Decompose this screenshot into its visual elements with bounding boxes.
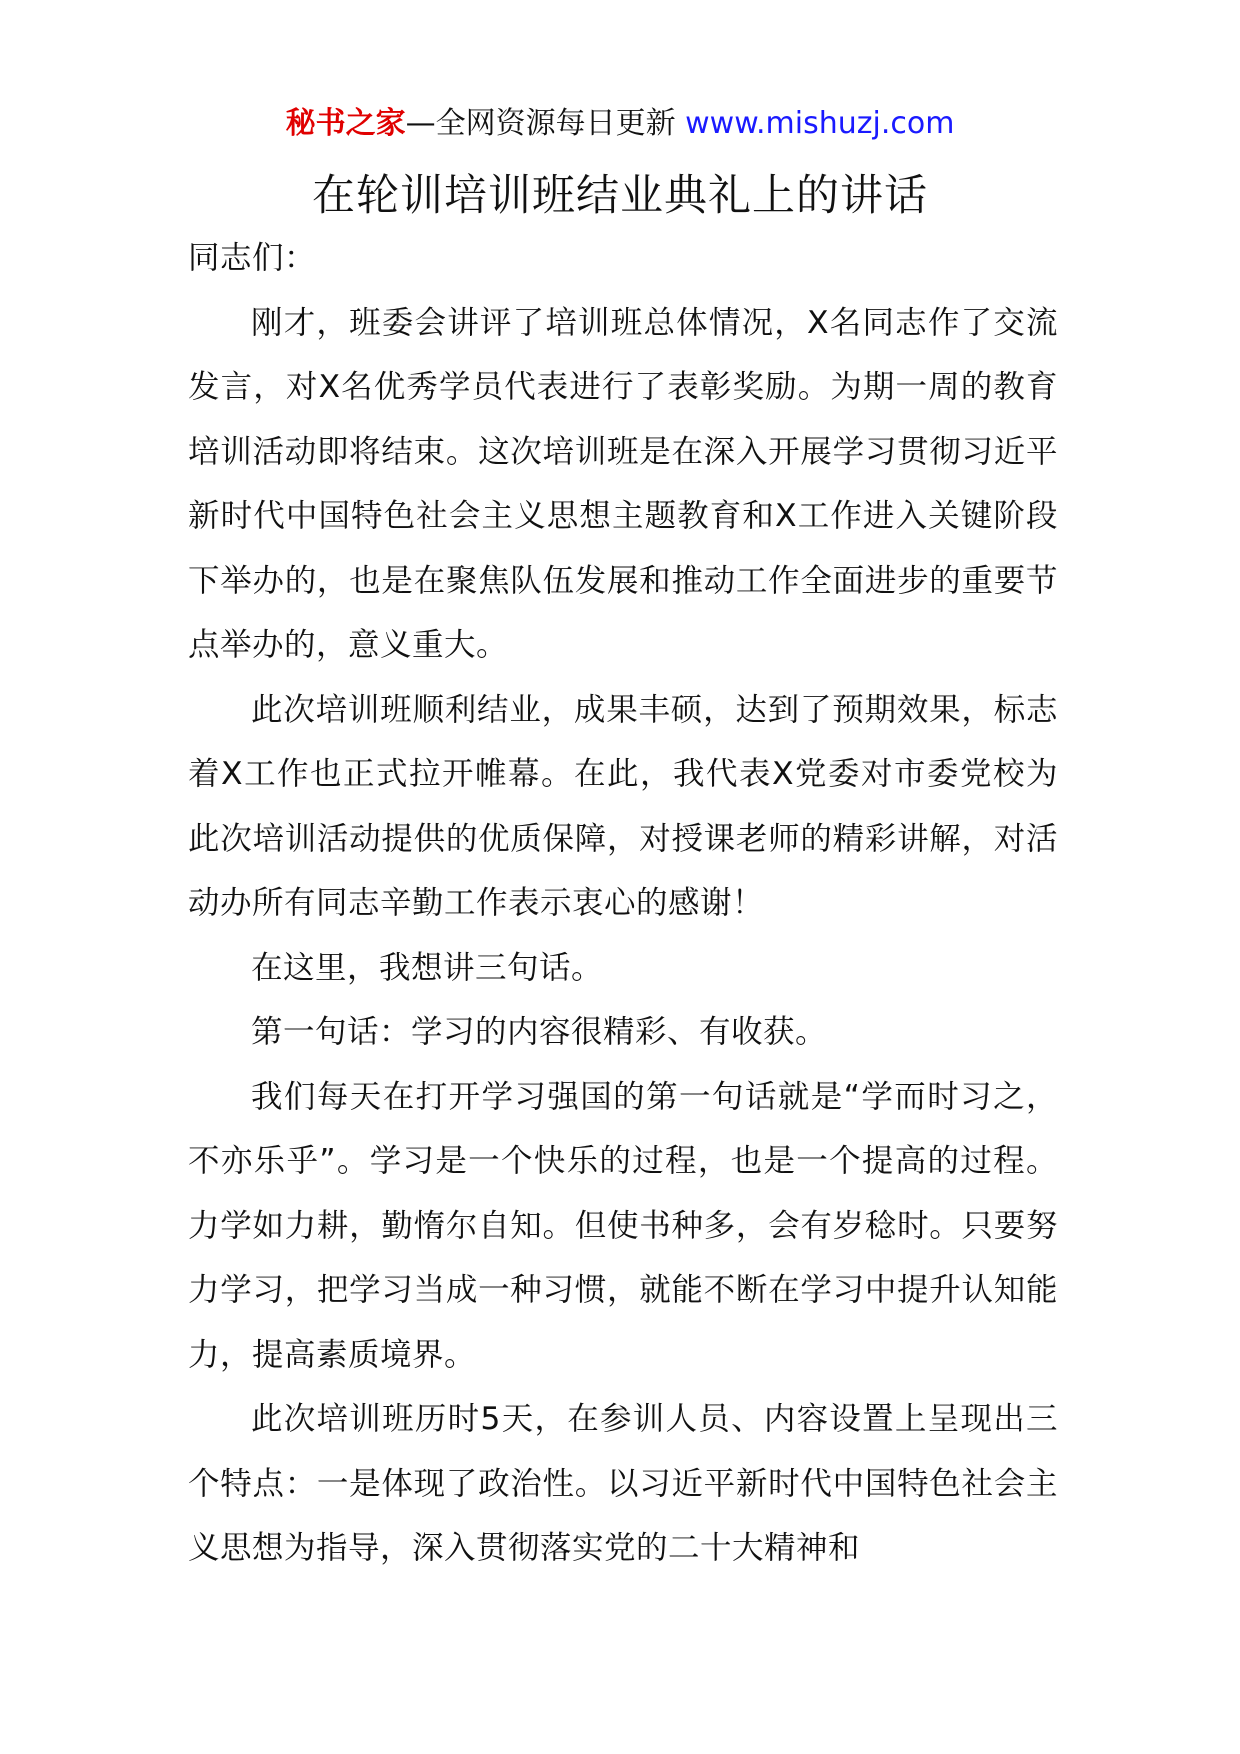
site-brand: 秘书之家 xyxy=(285,106,406,141)
site-url-link[interactable]: www.mishuzj.com xyxy=(685,106,955,141)
site-tagline: —全网资源每日更新 xyxy=(405,106,676,141)
paragraph: 此次培训班顺利结业，成果丰硕，达到了预期效果，标志着X工作也正式拉开帷幕。在此，我代表X党委对市委党校为此次培训活动提供的优质保障，对授课老师的精彩讲解，对活动办所有同志辛勤工作表示衷心的感谢！ xyxy=(188,691,1058,921)
paragraph: 第一句话：学习的内容很精彩、有收获。 xyxy=(251,1014,828,1050)
site-header xyxy=(0,102,1240,146)
paragraph: 刚才，班委会讲评了培训班总体情况，X名同志作了交流发言，对X名优秀学员代表进行了表彰奖励。为期一周的教育培训活动即将结束。这次培训班是在深入开展学习贯彻习近平新时代中国特色社会主义思想主题教育和X工作进入关键阶段下举办的，也是在聚焦队伍发展和推动工作全面进步的重要节点举办的，意义重大。 xyxy=(188,304,1058,663)
salutation: 同志们： xyxy=(188,240,317,276)
paragraph: 在这里，我想讲三句话。 xyxy=(251,949,604,986)
document-body xyxy=(188,226,1058,1581)
paragraph: 我们每天在打开学习强国的第一句话就是“学而时习之，不亦乐乎”。学习是一个快乐的过程，也是一个提高的过程。力学如力耕，勤惰尔自知。但使书种多，会有岁稔时。只要努力学习，把学习当成一种习惯，就能不断在学习中提升认知能力，提高素质境界。 xyxy=(188,1078,1058,1373)
paragraph: 此次培训班历时5天，在参训人员、内容设置上呈现出三个特点：一是体现了政治性。以习近平新时代中国特色社会主义思想为指导，深入贯彻落实党的二十大精神和 xyxy=(188,1401,1058,1566)
document-title: 在轮训培训班结业典礼上的讲话 xyxy=(312,171,928,221)
